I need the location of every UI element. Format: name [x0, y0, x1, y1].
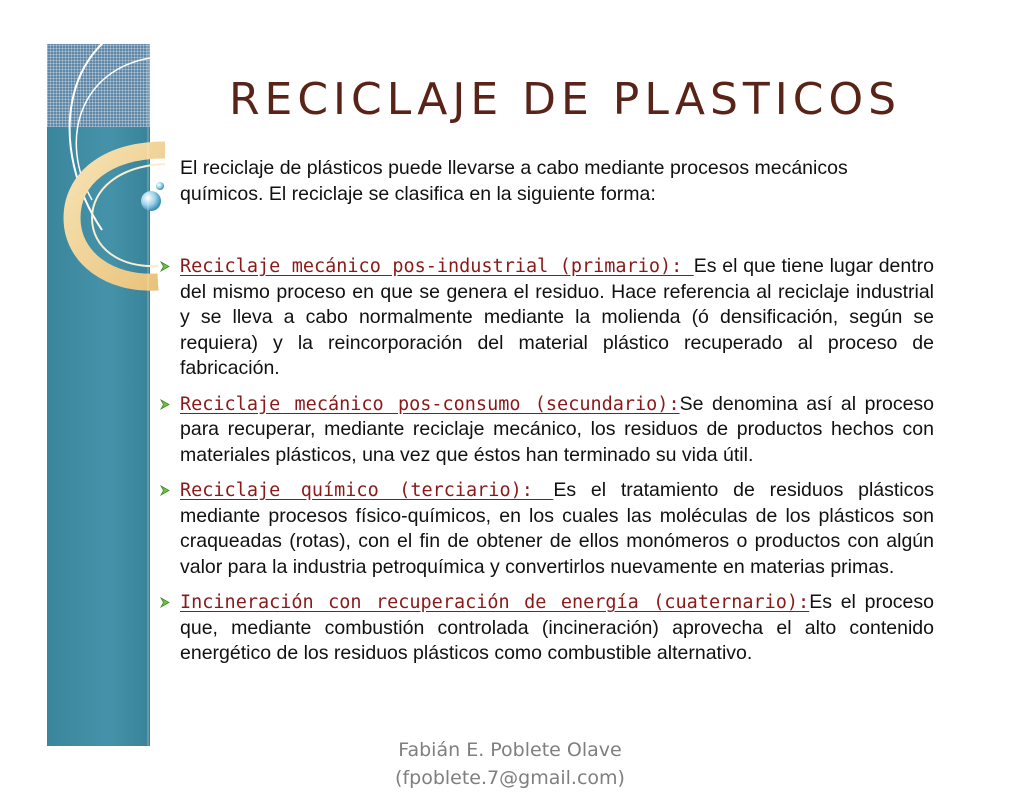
footer-email: (fpoblete.7@gmail.com): [395, 767, 625, 789]
item-term: Reciclaje químico (terciario):: [180, 480, 554, 501]
slide-title: RECICLAJE DE PLASTICOS: [228, 74, 902, 125]
mesh-pattern: [47, 44, 150, 127]
list-item: [180, 590, 934, 667]
list-item: [180, 254, 934, 382]
arrow-bullet-icon: [158, 478, 172, 503]
arrow-bullet-icon: [158, 590, 172, 615]
small-orb-icon: [156, 182, 164, 190]
item-term: Reciclaje mecánico pos-industrial (primario):: [180, 256, 694, 277]
intro-paragraph: El reciclaje de plásticos puede llevarse a cabo mediante procesos mecánicos químicos. El reciclaje se clasifica en la siguiente forma:: [180, 157, 848, 205]
item-text: Es el que tiene lugar dentro del mismo proceso en que se genera el residuo. Hace referencia al reciclaje industrial y se lleva a cabo normalmente mediante la molienda (ó densificación, según se requiera) y la reincorporación del material plástico recuperado al proceso de fabricación.: [180, 255, 934, 379]
slide-content: [180, 156, 934, 677]
arrow-bullet-icon: [158, 392, 172, 417]
side-decoration-band: [47, 44, 150, 746]
item-text: Es el tratamiento de residuos plásticos mediante procesos físico-químicos, en los cuales las moléculas de los plásticos son craqueadas (rotas), con el fin de obtener de ellos monómeros o productos con algún valor para la industria petroquímica y convertirlos nuevamente en materias primas.: [180, 479, 934, 578]
recycling-types-list: [180, 254, 934, 667]
band-shading: [47, 44, 150, 746]
list-item: [180, 392, 934, 469]
item-term: Reciclaje mecánico pos-consumo (secundario):: [180, 393, 680, 415]
item-text: Se denomina así al proceso para recuperar, mediante reciclaje mecánico, los residuos de productos hechos con materiales plásticos, una vez que éstos han terminado su vida útil.: [180, 392, 935, 466]
list-item: [180, 478, 934, 580]
item-term: Incineración con recuperación de energía (cuaternario):: [180, 592, 810, 613]
arrow-bullet-icon: [158, 254, 172, 279]
slide-footer: [330, 736, 690, 792]
item-text: Es el proceso que, mediante combustión controlada (incineración) aprovecha el alto contenido energético de los residuos plásticos como combustible alternativo.: [180, 591, 934, 664]
footer-author: Fabián E. Poblete Olave: [398, 739, 622, 761]
